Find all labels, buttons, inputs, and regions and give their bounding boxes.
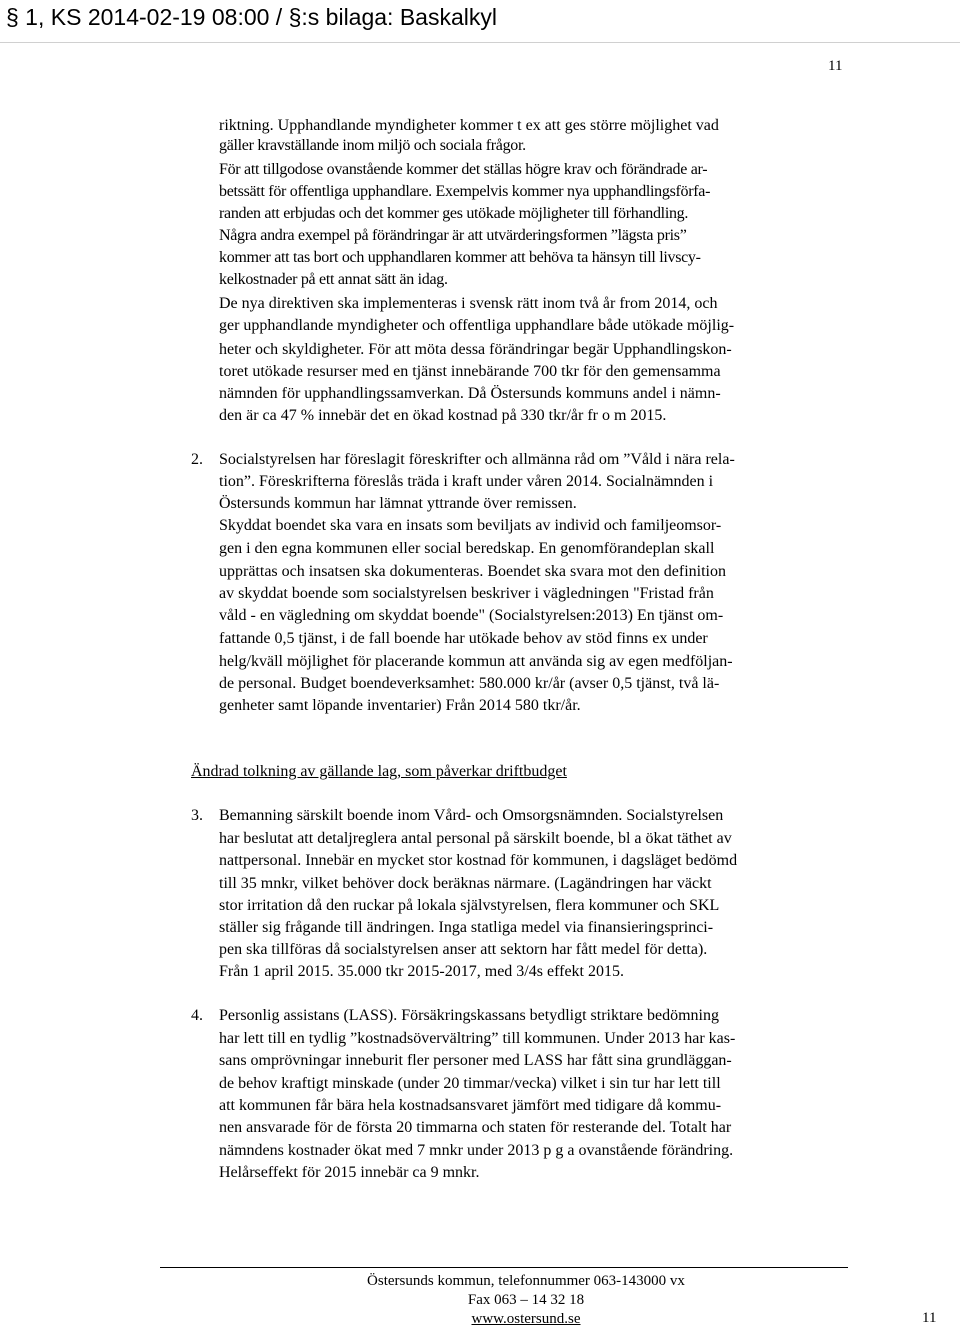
paragraph-line: Några andra exempel på förändringar är att utvärderingsformen ”lägsta pris” [219,227,687,244]
list-item-line: nattpersonal. Innebär en mycket stor kostnad för kommunen, i dagsläget bedömd [219,852,738,869]
list-item-line: fattande 0,5 tjänst, i de fall boende har utökade behov av stöd finns ex under [219,630,708,647]
paragraph-line: den är ca 47 % innebär det en ökad kostnad på 330 tkr/år fr o m 2015. [219,407,667,424]
paragraph-line: De nya direktiven ska implementeras i svensk rätt inom två år from 2014, och [219,295,718,312]
footer-website [226,1310,826,1328]
list-item-line: pen ska tillföras då socialstyrelsen anser att sektorn har fått medel för detta). [219,941,708,958]
list-item-number: 2. [191,451,203,468]
list-item-line: Bemanning särskilt boende inom Vård- och Omsorgsnämnden. Socialstyrelsen [219,807,724,824]
list-item-number: 4. [191,1007,203,1024]
list-item-number: 3. [191,807,203,824]
page-number-bottom: 11 [922,1310,937,1326]
list-item-line: upprättas och insatsen ska dokumenteras. Boendet ska svara mot den definition [219,563,726,580]
title-bar [0,0,960,43]
footer-contact: Östersunds kommun, telefonnummer 063-143000 vx [367,1273,685,1289]
paragraph-line: heter och skyldigheter. För att möta dessa förändringar begär Upphandlingskon- [219,341,732,358]
list-item-line: våld - en vägledning om skyddat boende" (Socialstyrelsen:2013) En tjänst om- [219,607,724,624]
paragraph-line: riktning. Upphandlande myndigheter kommer t ex att ges större möjlighet vad [219,117,719,134]
list-item-line: av skyddat boende som socialstyrelsen beskriver i vägledningen "Fristad från [219,585,714,602]
list-item-line: att kommunen får bära hela kostnadsansvaret jämfört med tidigare då kommu- [219,1097,722,1114]
list-item-line: har beslutat att detaljreglera antal personal på särskilt boende, bl a ökat täthet av [219,830,732,847]
paragraph-line: ger upphandlande myndigheter och offentliga upphandlare både utökade möjlig- [219,317,735,334]
section-heading: Ändrad tolkning av gällande lag, som påverkar driftbudget [191,763,567,780]
list-item-line: nen ansvarade för de första 20 timmarna och staten för resterande del. Totalt har [219,1119,732,1136]
paragraph-line: För att tillgodose ovanstående kommer det ställas högre krav och förändrade ar- [219,161,708,178]
list-item-line: tion”. Föreskrifterna föreslås träda i kraft under våren 2014. Socialnämnden i [219,473,714,490]
document-title: § 1, KS 2014-02-19 08:00 / §:s bilaga: Baskalkyl [6,4,497,30]
list-item-line: Skyddat boendet ska vara en insats som beviljats av individ och familjeomsor- [219,517,722,534]
paragraph-line: randen att erbjudas och det kommer ges utökade möjligheter till förhandling. [219,205,689,222]
list-item-line: Östersunds kommun har lämnat yttrande över remissen. [219,495,577,512]
paragraph-line: toret utökade resurser med en tjänst innebärande 700 tkr för den gemensamma [219,363,721,380]
website-link[interactable]: www.ostersund.se [471,1311,581,1327]
list-item-line: de behov kraftigt minskade (under 20 timmar/vecka) vilket i sin tur har lett till [219,1075,721,1092]
list-item-line: de personal. Budget boendeverksamhet: 580.000 kr/år (avser 0,5 tjänst, två lä- [219,675,720,692]
list-item-line: sans omprövningar inneburit fler personer med LASS har fått sina grundläggan- [219,1052,732,1069]
list-item-line: ställer sig frågande till ändringen. Inga statliga medel via finansieringsprinci- [219,919,714,936]
footer-divider [160,1267,848,1268]
list-item-line: till 35 mnkr, vilket behöver dock beräknas närmare. (Lagändringen har väckt [219,875,712,892]
paragraph-line: betssätt för offentliga upphandlare. Exempelvis kommer nya upphandlingsförfa- [219,183,711,200]
list-item-line: genheter samt löpande inventarier) Från 2014 580 tkr/år. [219,697,581,714]
list-item-line: Personlig assistans (LASS). Försäkringskassans betydligt striktare bedömning [219,1007,719,1024]
paragraph-line: kelkostnader på ett annat sätt än idag. [219,271,448,288]
list-item-line: nämndens kostnader ökat med 7 mnkr under 2013 p g a ovanstående förändring. [219,1142,734,1159]
list-item-line: stor irritation då den ruckar på lokala självstyrelsen, flera kommuner och SKL [219,897,720,914]
list-item-line: gen i den egna kommunen eller social beredskap. En genomförandeplan skall [219,540,715,557]
list-item-line: helg/kväll möjlighet för placerande kommun att använda sig av egen medföljan- [219,653,733,670]
list-item-line: Helårseffekt för 2015 innebär ca 9 mnkr. [219,1164,480,1181]
paragraph-line: nämnden för upphandlingssamverkan. Då Östersunds kommuns andel i nämn- [219,385,721,402]
footer-fax: Fax 063 – 14 32 18 [467,1292,585,1308]
paragraph-line: kommer att tas bort och upphandlaren kommer att behöva ta hänsyn till livscy- [219,249,701,266]
page-number-top: 11 [828,58,843,74]
paragraph-line: gäller kravställande inom miljö och sociala frågor. [219,137,526,154]
list-item-line: Socialstyrelsen har föreslagit föreskrifter och allmänna råd om ”Våld i nära rela- [219,451,735,468]
list-item-line: Från 1 april 2015. 35.000 tkr 2015-2017, med 3/4s effekt 2015. [219,963,624,980]
list-item-line: har lett till en tydlig ”kostnadsövervältring” till kommunen. Under 2013 har kas- [219,1030,736,1047]
